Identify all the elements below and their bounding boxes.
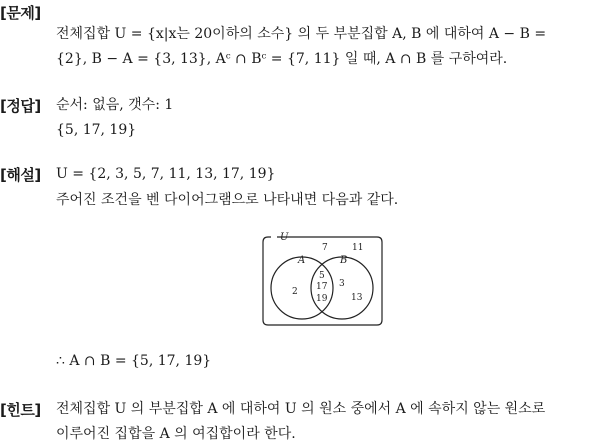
set-b-label: B: [340, 255, 348, 266]
outside-value-11: 11: [352, 243, 364, 253]
a-only-value-2: 2: [292, 287, 298, 297]
problem-line-1: 전체집합 U = {x|x는 20이하의 소수} 의 두 부분집합 A, B 에 대하여 A − B =: [56, 26, 547, 42]
answer-label: [정답]: [0, 97, 41, 115]
intersection-value-17: 17: [316, 282, 328, 292]
hint-line-2: 이루어진 집합을 A 의 여집합이라 한다.: [56, 426, 296, 442]
hint-line-1: 전체집합 U 의 부분집합 A 에 대하여 U 의 원소 중에서 A 에 속하지 않는 원소로: [56, 401, 546, 417]
answer-line-2: {5, 17, 19}: [56, 122, 137, 138]
problem-label: [문제]: [0, 4, 41, 22]
venn-diagram: [255, 228, 390, 332]
hint-label: [힌트]: [0, 401, 41, 419]
answer-line-1: 순서: 없음, 갯수: 1: [56, 97, 174, 113]
outside-value-7: 7: [322, 243, 328, 253]
b-only-value-3: 3: [339, 279, 345, 289]
solution-conclusion: ∴ A ∩ B = {5, 17, 19}: [56, 353, 212, 369]
problem-line-2: {2}, B − A = {3, 13}, Aᶜ ∩ Bᶜ = {7, 11} 일 때, A ∩ B 를 구하여라.: [56, 51, 508, 67]
solution-label: [해설]: [0, 166, 41, 184]
intersection-value-5: 5: [319, 271, 325, 281]
universe-label: U: [280, 232, 289, 243]
solution-line-2: 주어진 조건을 벤 다이어그램으로 나타내면 다음과 같다.: [56, 192, 399, 208]
intersection-value-19: 19: [316, 294, 328, 304]
solution-line-1: U = {2, 3, 5, 7, 11, 13, 17, 19}: [56, 166, 276, 182]
b-only-value-13: 13: [351, 293, 363, 303]
set-a-label: A: [298, 255, 306, 266]
